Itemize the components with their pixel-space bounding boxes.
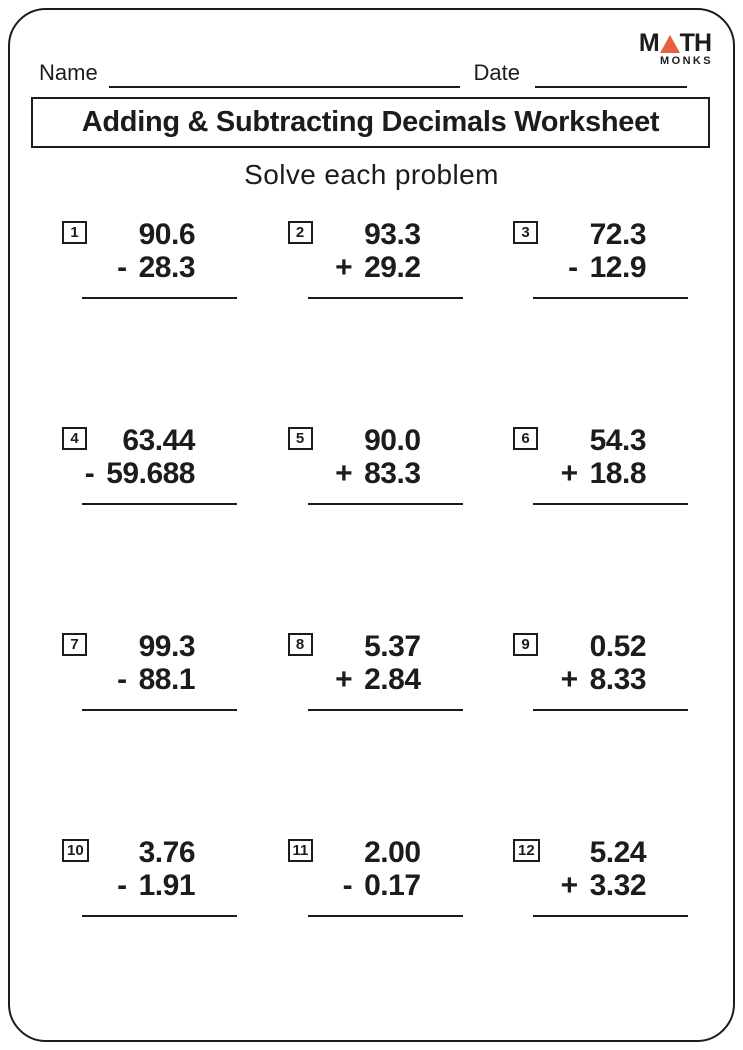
top-operand: 90.0 bbox=[364, 424, 421, 457]
bottom-operand: 0.17 bbox=[364, 869, 421, 902]
problem-cell bbox=[513, 424, 688, 510]
bottom-operand-row bbox=[533, 663, 688, 696]
problem-cell bbox=[513, 630, 688, 716]
problem-number: 12 bbox=[518, 842, 535, 859]
problem-number: 1 bbox=[70, 224, 79, 241]
problem-work-area bbox=[533, 424, 688, 505]
problem-number: 9 bbox=[521, 636, 530, 653]
problem-work-area bbox=[533, 218, 688, 299]
top-operand: 5.24 bbox=[589, 836, 646, 869]
problem-cell bbox=[62, 424, 237, 510]
bottom-operand: 29.2 bbox=[364, 251, 421, 284]
bottom-operand-row bbox=[82, 251, 237, 284]
problem-work-area bbox=[82, 424, 237, 505]
problem-cell bbox=[62, 630, 237, 716]
problem-cell bbox=[288, 424, 463, 510]
problem-number: 4 bbox=[70, 430, 79, 447]
problem-cell bbox=[513, 218, 688, 304]
operator-sign: - bbox=[568, 251, 578, 284]
problem-number: 3 bbox=[521, 224, 530, 241]
bottom-operand-row bbox=[308, 457, 463, 490]
answer-line bbox=[308, 915, 463, 917]
top-operand: 0.52 bbox=[589, 630, 646, 663]
problem-cell bbox=[288, 630, 463, 716]
answer-line bbox=[533, 709, 688, 711]
bottom-operand-row bbox=[308, 869, 463, 902]
operator-sign: + bbox=[335, 457, 353, 490]
bottom-operand-row bbox=[82, 457, 237, 490]
operator-sign: + bbox=[560, 663, 578, 696]
answer-line bbox=[308, 709, 463, 711]
problem-work-area bbox=[533, 630, 688, 711]
top-operand: 3.76 bbox=[138, 836, 195, 869]
operator-sign: - bbox=[117, 251, 127, 284]
bottom-operand: 3.32 bbox=[589, 869, 646, 902]
top-operand: 5.37 bbox=[364, 630, 421, 663]
bottom-operand-row bbox=[82, 663, 237, 696]
top-operand: 90.6 bbox=[138, 218, 195, 251]
top-operand: 72.3 bbox=[589, 218, 646, 251]
triangle-icon bbox=[660, 35, 680, 53]
bottom-operand-row bbox=[308, 251, 463, 284]
operator-sign: + bbox=[560, 457, 578, 490]
logo-letter-m: M bbox=[638, 29, 659, 57]
worksheet-page bbox=[8, 8, 735, 1042]
answer-line bbox=[82, 297, 237, 299]
logo-monks-text: MONKS bbox=[660, 55, 713, 68]
operator-sign: - bbox=[342, 869, 353, 902]
problem-work-area bbox=[533, 836, 688, 917]
problem-cell bbox=[288, 836, 463, 922]
bottom-operand: 8.33 bbox=[589, 663, 646, 696]
problem-number: 8 bbox=[295, 636, 305, 653]
problem-number: 10 bbox=[67, 842, 84, 859]
bottom-operand-row bbox=[533, 457, 688, 490]
answer-line bbox=[82, 915, 237, 917]
answer-line bbox=[82, 709, 237, 711]
instruction-text: Solve each problem bbox=[244, 159, 499, 190]
problem-number: 2 bbox=[295, 224, 305, 241]
operator-sign: + bbox=[335, 663, 353, 696]
logo-letters-th: TH bbox=[679, 29, 711, 57]
bottom-operand: 83.3 bbox=[364, 457, 421, 490]
problem-cell bbox=[288, 218, 463, 304]
answer-line bbox=[308, 503, 463, 505]
problem-work-area bbox=[308, 424, 463, 505]
problem-work-area bbox=[82, 836, 237, 917]
answer-line bbox=[308, 297, 463, 299]
problem-cell bbox=[62, 836, 237, 922]
bottom-operand-row bbox=[533, 869, 688, 902]
problem-work-area bbox=[308, 218, 463, 299]
operator-sign: + bbox=[560, 869, 578, 902]
bottom-operand: 59.688 bbox=[106, 457, 195, 490]
bottom-operand: 1.91 bbox=[138, 869, 195, 902]
bottom-operand-row bbox=[533, 251, 688, 284]
title-box bbox=[31, 97, 710, 148]
operator-sign: + bbox=[335, 251, 353, 284]
bottom-operand-row bbox=[82, 869, 237, 902]
problems-grid bbox=[10, 218, 733, 922]
problem-number: 6 bbox=[521, 430, 530, 447]
problem-work-area bbox=[308, 836, 463, 917]
problem-number: 5 bbox=[295, 430, 305, 447]
problem-number: 7 bbox=[70, 636, 79, 653]
page-title: Adding & Subtracting Decimals Worksheet bbox=[81, 106, 660, 138]
problem-work-area bbox=[308, 630, 463, 711]
bottom-operand: 18.8 bbox=[589, 457, 646, 490]
top-operand: 2.00 bbox=[364, 836, 421, 869]
bottom-operand: 88.1 bbox=[138, 663, 195, 696]
logo-wordmark bbox=[638, 29, 711, 57]
answer-line bbox=[82, 503, 237, 505]
name-date-row bbox=[39, 62, 687, 84]
problem-cell bbox=[513, 836, 688, 922]
name-label: Name bbox=[39, 60, 98, 85]
bottom-operand: 2.84 bbox=[364, 663, 421, 696]
top-operand: 54.3 bbox=[589, 424, 646, 457]
problem-work-area bbox=[82, 630, 237, 711]
date-blank-line bbox=[535, 86, 687, 88]
bottom-operand: 12.9 bbox=[589, 251, 646, 284]
answer-line bbox=[533, 297, 688, 299]
math-monks-logo bbox=[638, 29, 713, 68]
top-operand: 99.3 bbox=[138, 630, 195, 663]
bottom-operand: 28.3 bbox=[138, 251, 195, 284]
date-label: Date bbox=[473, 60, 520, 85]
name-blank-line bbox=[109, 86, 460, 88]
answer-line bbox=[533, 503, 688, 505]
problem-cell bbox=[62, 218, 237, 304]
problem-work-area bbox=[82, 218, 237, 299]
answer-line bbox=[533, 915, 688, 917]
operator-sign: - bbox=[84, 457, 95, 490]
bottom-operand-row bbox=[308, 663, 463, 696]
problem-number: 11 bbox=[292, 842, 309, 859]
operator-sign: - bbox=[117, 869, 127, 902]
operator-sign: - bbox=[117, 663, 127, 696]
top-operand: 63.44 bbox=[122, 424, 195, 457]
top-operand: 93.3 bbox=[364, 218, 421, 251]
